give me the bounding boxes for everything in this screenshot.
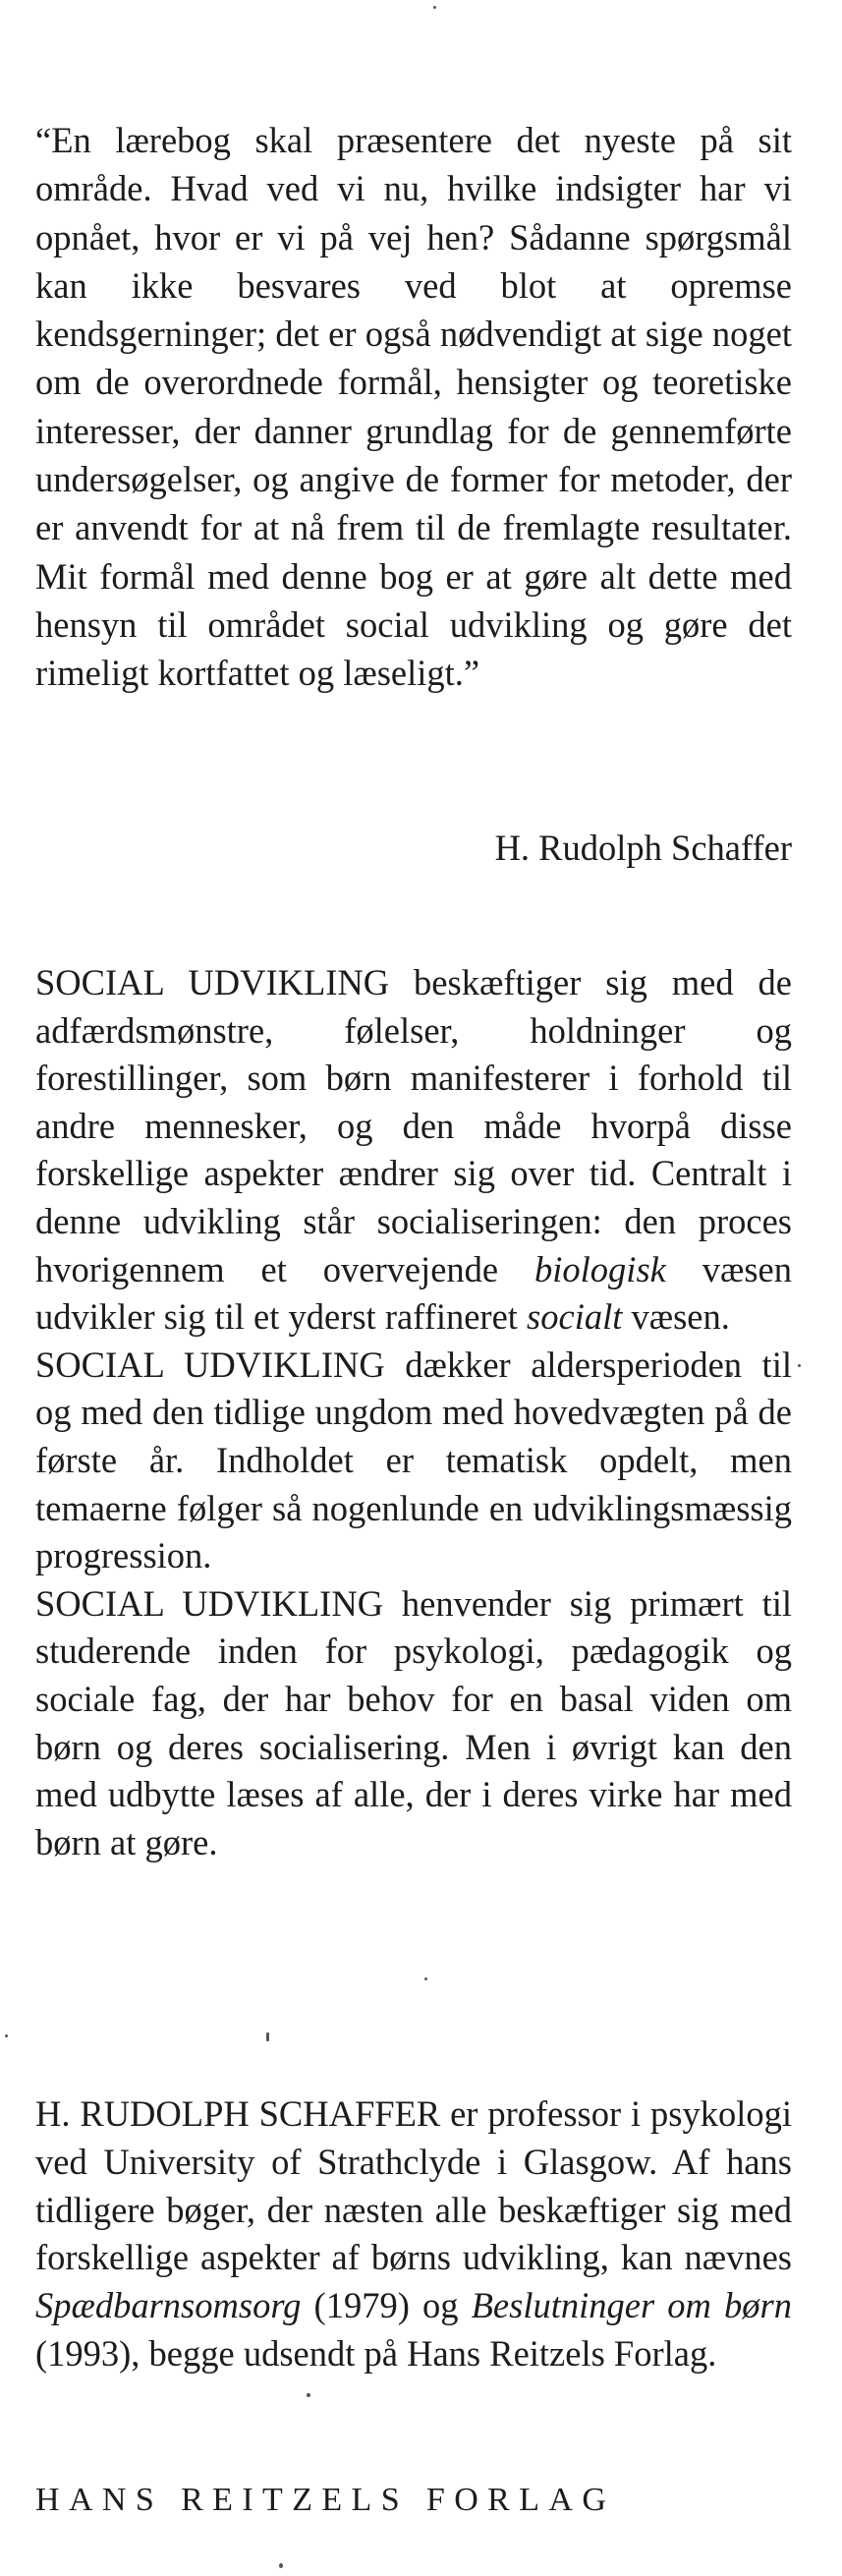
author-name: H. RUDOLPH SCHAFFER xyxy=(35,2093,441,2134)
quote-block xyxy=(35,116,792,698)
quote-text: “En lærebog skal præsentere det nyeste på sit område. Hvad ved vi nu, hvilke indsigter har vi opnået, hvor er vi på vej hen? Sådanne spørgsmål kan ikke besvares ved blot at opremse kendsgerninger; det er også nødvendigt at sige noget om de overordnede formål, hensigter og teoretiske interesser, der danner grundlag for de gennemførte undersøgelser, og angive de former for metoder, der er anvendt for at nå frem til de fremlagte resultater. Mit formål med denne bog er at gøre alt dette med hensyn til området social udvikling og gøre det rimeligt kortfattet og læseligt.” xyxy=(35,120,792,694)
book-title-2: Beslutninger om børn xyxy=(471,2285,793,2326)
book-description xyxy=(35,959,792,1866)
emphasis-socialt: socialt xyxy=(527,1296,623,1338)
description-paragraph: SOCIAL UDVIKLING dækker aldersperioden til og med den tidlige ungdom med hovedvægten på de første år. Indholdet er tematisk opdelt, men temaerne følger så nogenlunde en udviklingsmæssig progression. xyxy=(35,1344,792,1576)
book-title-mention: SOCIAL UDVIKLING xyxy=(35,962,390,1002)
description-paragraph: SOCIAL UDVIKLING henvender sig primært til studerende inden for psykologi, pædagogik og sociale fag, der har behov for en basal viden om børn og deres socialisering. Men i øvrigt kan den med udbytte læses af alle, der i deres virke har med børn at gøre. xyxy=(35,1582,792,1862)
publisher-imprint: HANS REITZELS FORLAG xyxy=(35,2482,616,2518)
quote-attribution: H. Rudolph Schaffer xyxy=(494,828,792,868)
description-paragraph: SOCIAL UDVIKLING beskæftiger sig med de adfærdsmønstre, følelser, holdninger og forestillinger, som børn manifesterer i forhold til andre mennesker, og den måde hvorpå disse forskellige aspekter ændrer sig over tid. Centralt i denne udvikling står socialiseringen: den proces hvorigennem et overvejende biologisk væsen udvikler sig til et yderst raffineret socialt væsen. xyxy=(35,962,793,1338)
author-bio: H. RUDOLPH SCHAFFER er professor i psykologi ved University of Strathclyde i Glasgow. Af hans tidligere bøger, der næsten alle beskæftiger sig med forskellige aspekter af børns udvikling, kan nævnes Spædbarnsomsorg (1979) og Beslutninger om børn (1993), begge udsendt på Hans Reitzels Forlag. xyxy=(35,2093,793,2374)
book-title-mention: SOCIAL UDVIKLING xyxy=(35,1344,385,1385)
book-title-1: Spædbarnsomsorg xyxy=(35,2285,302,2326)
book-title-mention: SOCIAL UDVIKLING xyxy=(35,1582,384,1624)
emphasis-biologisk: biologisk xyxy=(534,1248,666,1289)
